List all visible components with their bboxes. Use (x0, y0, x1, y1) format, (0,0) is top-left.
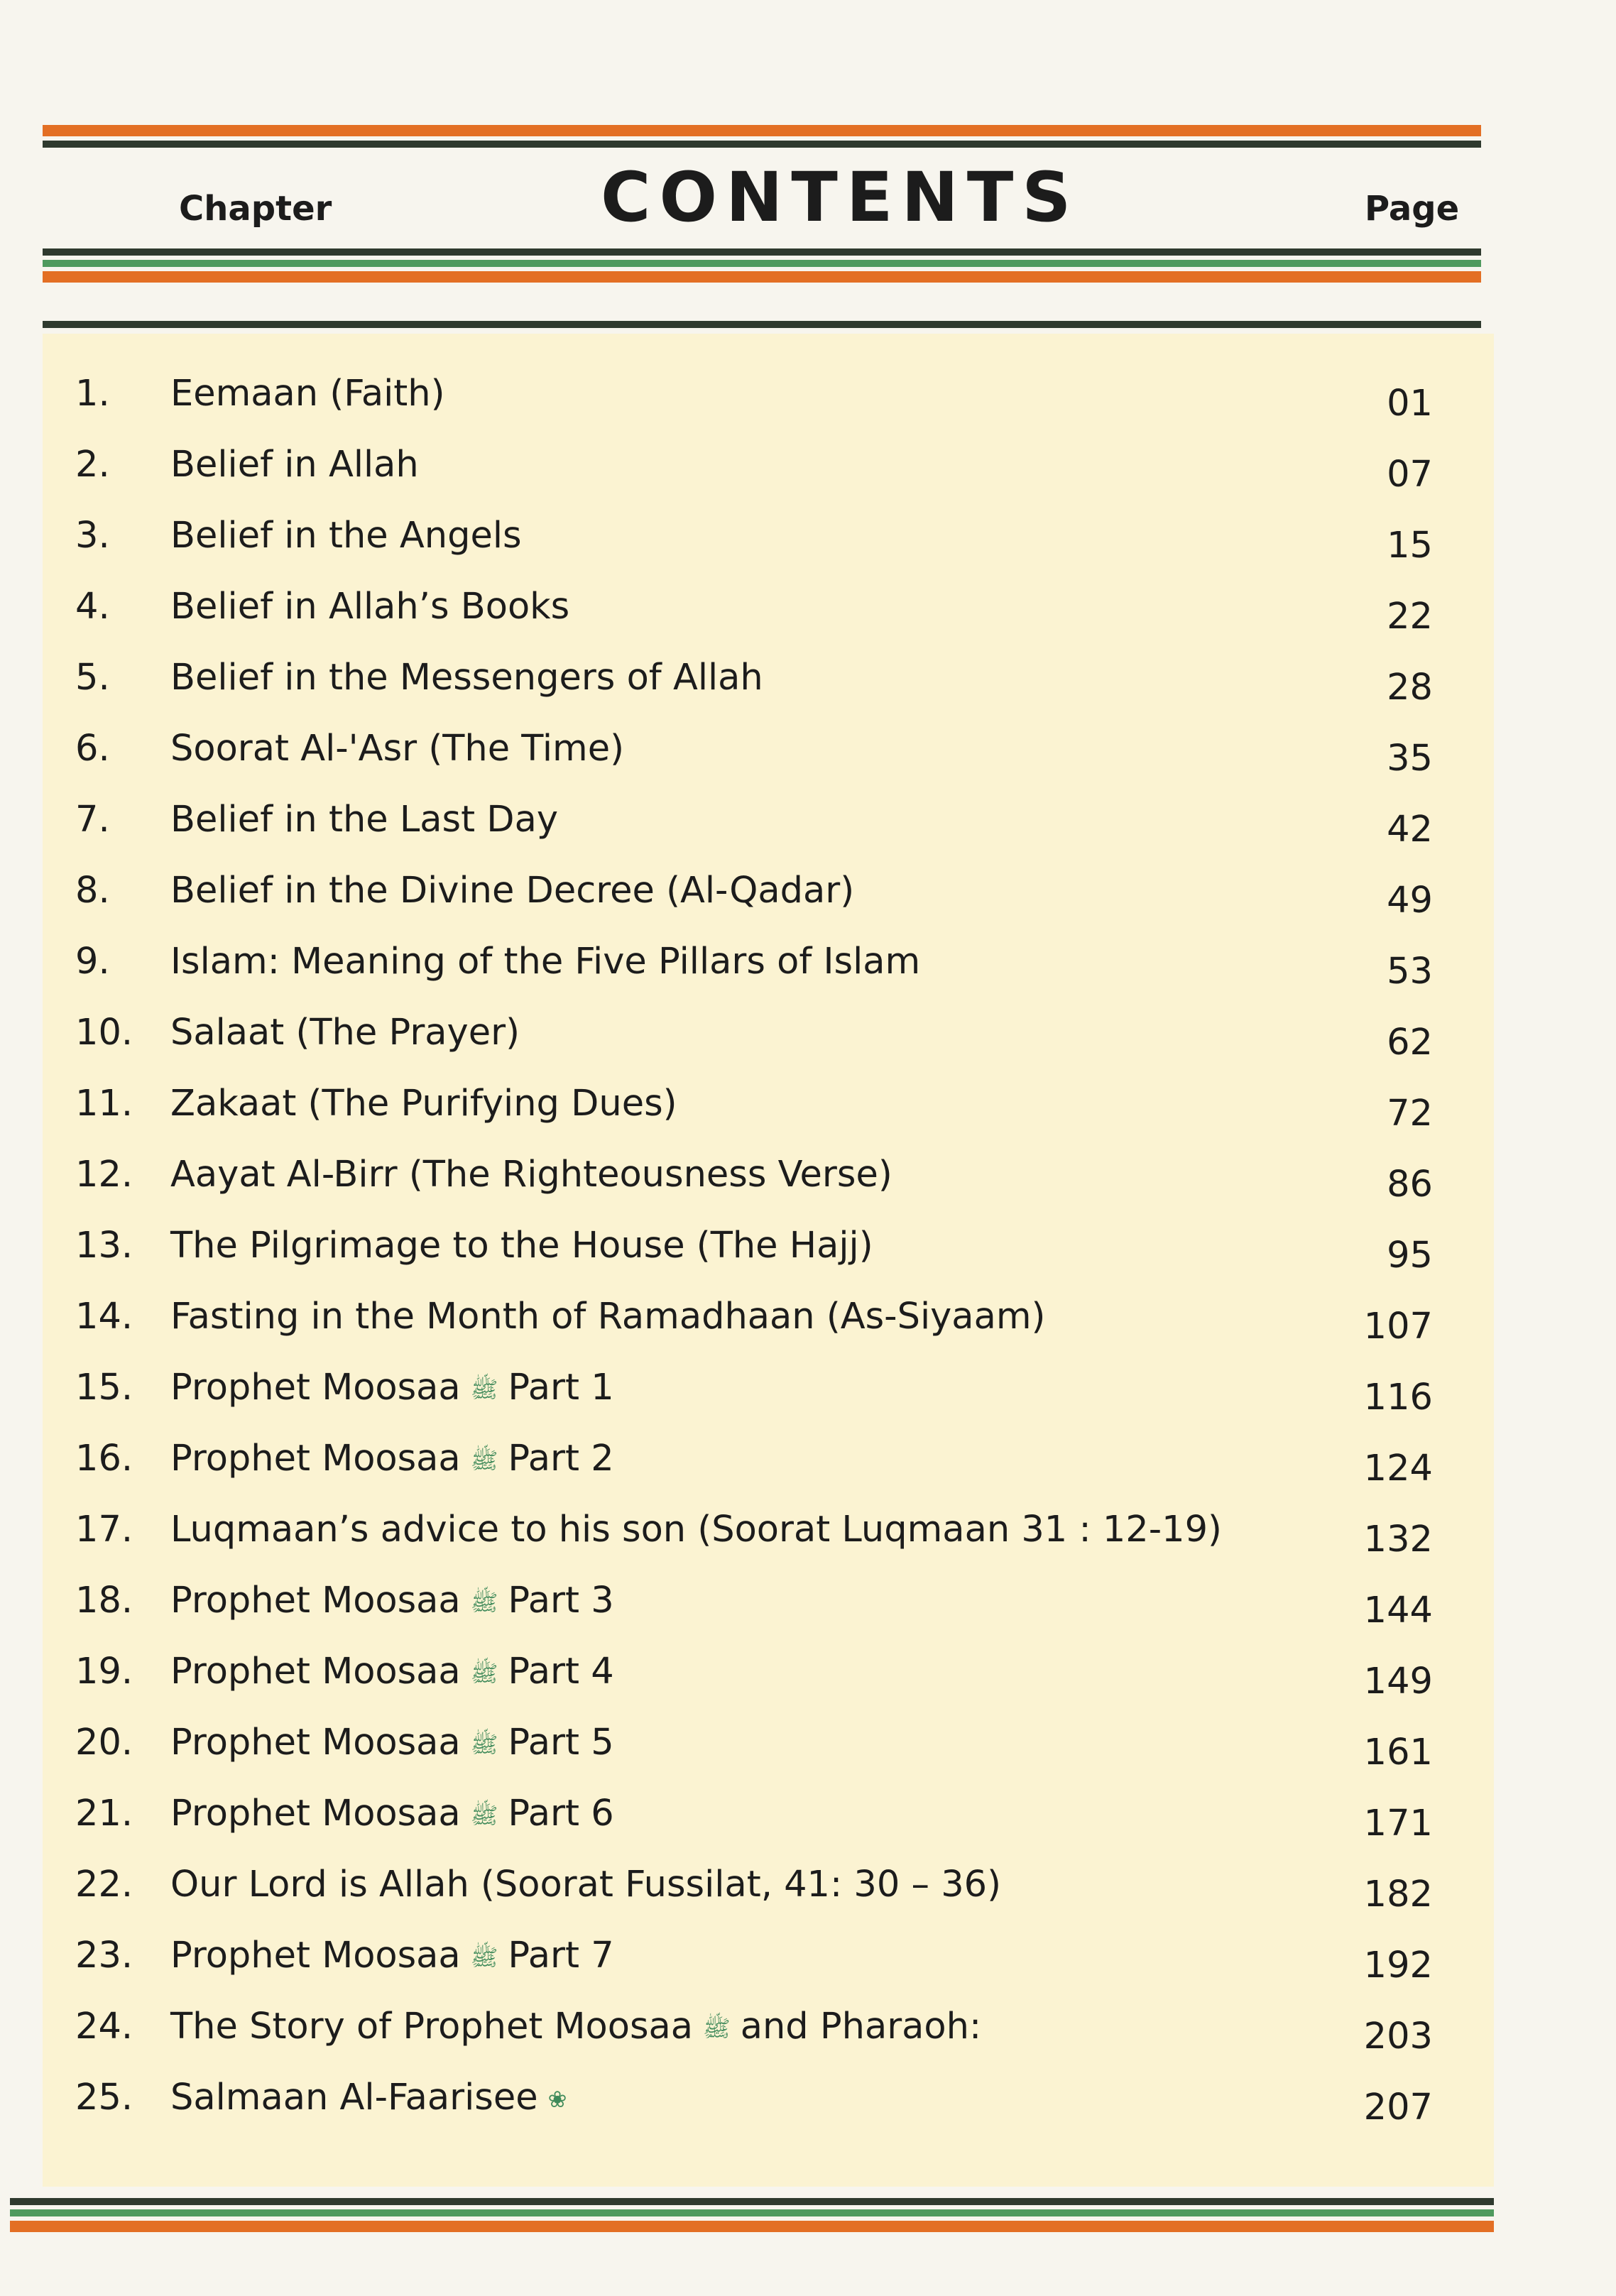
entry-number: 14. (75, 1296, 133, 1338)
table-of-contents (43, 359, 1494, 2133)
entry-page-number: 22 (1387, 596, 1433, 638)
toc-entry[interactable] (43, 1139, 1494, 1210)
honorific-icon: ﷺ (703, 2015, 731, 2042)
honorific-icon: ﷺ (470, 1802, 498, 1829)
entry-number: 13. (75, 1225, 133, 1267)
entry-title (170, 1991, 981, 2064)
entry-number: 5. (75, 657, 110, 699)
entry-number: 15. (75, 1367, 133, 1409)
entry-title (170, 572, 569, 643)
entry-number: 18. (75, 1580, 133, 1622)
entry-number: 2. (75, 444, 110, 486)
entry-title (170, 1423, 614, 1496)
toc-entry[interactable] (43, 1991, 1494, 2062)
entry-title-text: Eemaan (Faith) (170, 373, 445, 415)
contents-header (43, 158, 1481, 250)
chapter-column-heading: Chapter (179, 189, 332, 229)
entry-title (170, 643, 763, 714)
entry-page-number: 107 (1363, 1306, 1433, 1347)
entry-page-number: 95 (1387, 1235, 1433, 1277)
entry-page-number: 161 (1363, 1732, 1433, 1773)
entry-title-suffix: Part 1 (508, 1367, 614, 1409)
entry-title-text: Aayat Al-Birr (The Righteousness Verse) (170, 1154, 892, 1196)
entry-page-number: 42 (1387, 809, 1433, 851)
entry-number: 9. (75, 941, 110, 983)
entry-title (170, 926, 920, 997)
toc-entry[interactable] (43, 1778, 1494, 1849)
entry-title-text: Prophet Moosaa (170, 1722, 461, 1764)
entry-title-text: Prophet Moosaa (170, 1438, 461, 1480)
toc-entry[interactable] (43, 1565, 1494, 1636)
entry-title-text: The Pilgrimage to the House (The Hajj) (170, 1225, 873, 1267)
entry-title (170, 855, 854, 926)
entry-title-text: Belief in the Divine Decree (Al-Qadar) (170, 870, 855, 912)
toc-entry[interactable] (43, 714, 1494, 785)
entry-number: 11. (75, 1083, 133, 1125)
entry-title (170, 997, 520, 1068)
entry-page-number: 62 (1387, 1022, 1433, 1064)
entry-title-text: Our Lord is Allah (Soorat Fussilat, 41: 30 – 36) (170, 1864, 1002, 1906)
entry-title-text: Fasting in the Month of Ramadhaan (As-Siyaam) (170, 1296, 1046, 1338)
entry-page-number: 182 (1363, 1874, 1433, 1915)
entry-number: 3. (75, 515, 110, 557)
entry-page-number: 171 (1363, 1803, 1433, 1844)
honorific-icon: ﷺ (470, 1376, 498, 1403)
entry-title-text: Belief in the Last Day (170, 799, 559, 841)
entry-page-number: 28 (1387, 667, 1433, 709)
entry-page-number: 53 (1387, 951, 1433, 993)
toc-entry[interactable] (43, 785, 1494, 855)
entry-title-suffix: Part 2 (508, 1438, 614, 1480)
entry-page-number: 203 (1363, 2016, 1433, 2057)
entry-number: 21. (75, 1793, 133, 1835)
header-underline-stripe (43, 248, 1481, 283)
toc-entry[interactable] (43, 430, 1494, 501)
entry-title (170, 1281, 1045, 1352)
toc-entry[interactable] (43, 1707, 1494, 1778)
entry-page-number: 01 (1387, 383, 1433, 425)
entry-title (170, 1565, 614, 1638)
entry-title (170, 714, 624, 785)
entry-title-suffix: Part 3 (508, 1580, 614, 1622)
entry-number: 4. (75, 586, 110, 628)
entry-title-text: Prophet Moosaa (170, 1651, 461, 1693)
entry-page-number: 124 (1363, 1448, 1433, 1489)
entry-title-suffix: Part 5 (508, 1722, 614, 1764)
toc-entry[interactable] (43, 1636, 1494, 1707)
entry-title-text: Salaat (The Prayer) (170, 1012, 520, 1054)
toc-entry[interactable] (43, 1068, 1494, 1139)
entry-number: 17. (75, 1509, 133, 1551)
toc-entry[interactable] (43, 855, 1494, 926)
bottom-stripe (10, 2198, 1494, 2232)
entry-title (170, 430, 419, 501)
entry-title-suffix: and Pharaoh: (740, 2006, 982, 2048)
entry-title (170, 1778, 614, 1851)
entry-title (170, 1210, 873, 1281)
top-stripe (43, 125, 1481, 148)
entry-title (170, 359, 445, 430)
entry-title-text: Zakaat (The Purifying Dues) (170, 1083, 677, 1125)
honorific-icon: ❀ (547, 2086, 567, 2113)
entry-number: 12. (75, 1154, 133, 1196)
toc-entry[interactable] (43, 997, 1494, 1068)
toc-entry[interactable] (43, 2062, 1494, 2133)
entry-title (170, 1139, 892, 1210)
entry-page-number: 15 (1387, 525, 1433, 567)
entry-number: 10. (75, 1012, 133, 1054)
entry-page-number: 144 (1363, 1590, 1433, 1631)
honorific-icon: ﷺ (470, 1731, 498, 1758)
entry-number: 7. (75, 799, 110, 841)
toc-entry[interactable] (43, 926, 1494, 997)
toc-entry[interactable] (43, 1352, 1494, 1423)
toc-entry[interactable] (43, 1849, 1494, 1920)
entry-title-suffix: Part 6 (508, 1793, 614, 1835)
entry-title-text: Soorat Al-'Asr (The Time) (170, 728, 624, 770)
entry-number: 19. (75, 1651, 133, 1693)
entry-page-number: 132 (1363, 1519, 1433, 1560)
entry-page-number: 35 (1387, 738, 1433, 780)
entry-title-text: Islam: Meaning of the Five Pillars of Islam (170, 941, 921, 983)
entry-title (170, 501, 522, 572)
toc-entry[interactable] (43, 359, 1494, 430)
page-title: CONTENTS (601, 158, 1080, 237)
entry-title-text: The Story of Prophet Moosaa (170, 2006, 694, 2048)
entry-number: 23. (75, 1935, 133, 1977)
entry-title (170, 785, 558, 855)
entry-title (170, 2062, 577, 2135)
honorific-icon: ﷺ (470, 1447, 498, 1474)
entry-title-text: Salmaan Al-Faarisee (170, 2077, 538, 2119)
entry-title-text: Belief in Allah (170, 444, 419, 486)
entry-title-suffix: Part 4 (508, 1651, 614, 1693)
toc-entry[interactable] (43, 643, 1494, 714)
entry-page-number: 149 (1363, 1661, 1433, 1702)
entry-title (170, 1920, 614, 1993)
toc-entry[interactable] (43, 501, 1494, 572)
honorific-icon: ﷺ (470, 1589, 498, 1616)
entry-title-text: Prophet Moosaa (170, 1793, 461, 1835)
toc-entry[interactable] (43, 572, 1494, 643)
entry-title-text: Prophet Moosaa (170, 1367, 461, 1409)
entry-title-text: Belief in the Angels (170, 515, 522, 557)
divider-stripe (43, 321, 1481, 328)
entry-title (170, 1707, 614, 1780)
entry-number: 25. (75, 2077, 133, 2119)
entry-number: 6. (75, 728, 110, 770)
entry-page-number: 86 (1387, 1164, 1433, 1206)
entry-page-number: 207 (1363, 2087, 1433, 2128)
entry-title-suffix: Part 7 (508, 1935, 614, 1977)
toc-entry[interactable] (43, 1210, 1494, 1281)
entry-title (170, 1849, 1001, 1920)
honorific-icon: ﷺ (470, 1944, 498, 1971)
entry-page-number: 07 (1387, 454, 1433, 496)
entry-title-text: Prophet Moosaa (170, 1935, 461, 1977)
entry-title (170, 1636, 614, 1709)
toc-entry[interactable] (43, 1494, 1494, 1565)
entry-title-text: Belief in Allah’s Books (170, 586, 570, 628)
entry-number: 16. (75, 1438, 133, 1480)
toc-entry[interactable] (43, 1920, 1494, 1991)
entry-number: 8. (75, 870, 110, 912)
entry-page-number: 192 (1363, 1945, 1433, 1986)
toc-entry[interactable] (43, 1423, 1494, 1494)
entry-number: 20. (75, 1722, 133, 1764)
entry-title (170, 1068, 677, 1139)
entry-title (170, 1352, 614, 1425)
entry-number: 24. (75, 2006, 133, 2048)
entry-number: 1. (75, 373, 110, 415)
entry-page-number: 116 (1363, 1377, 1433, 1418)
toc-entry[interactable] (43, 1281, 1494, 1352)
entry-title (170, 1494, 1222, 1565)
entry-page-number: 49 (1387, 880, 1433, 922)
entry-title-text: Belief in the Messengers of Allah (170, 657, 763, 699)
entry-page-number: 72 (1387, 1093, 1433, 1135)
honorific-icon: ﷺ (470, 1660, 498, 1687)
entry-number: 22. (75, 1864, 133, 1906)
page-column-heading: Page (1365, 189, 1460, 229)
entry-title-text: Luqmaan’s advice to his son (Soorat Luqmaan 31 : 12-19) (170, 1509, 1222, 1551)
entry-title-text: Prophet Moosaa (170, 1580, 461, 1622)
